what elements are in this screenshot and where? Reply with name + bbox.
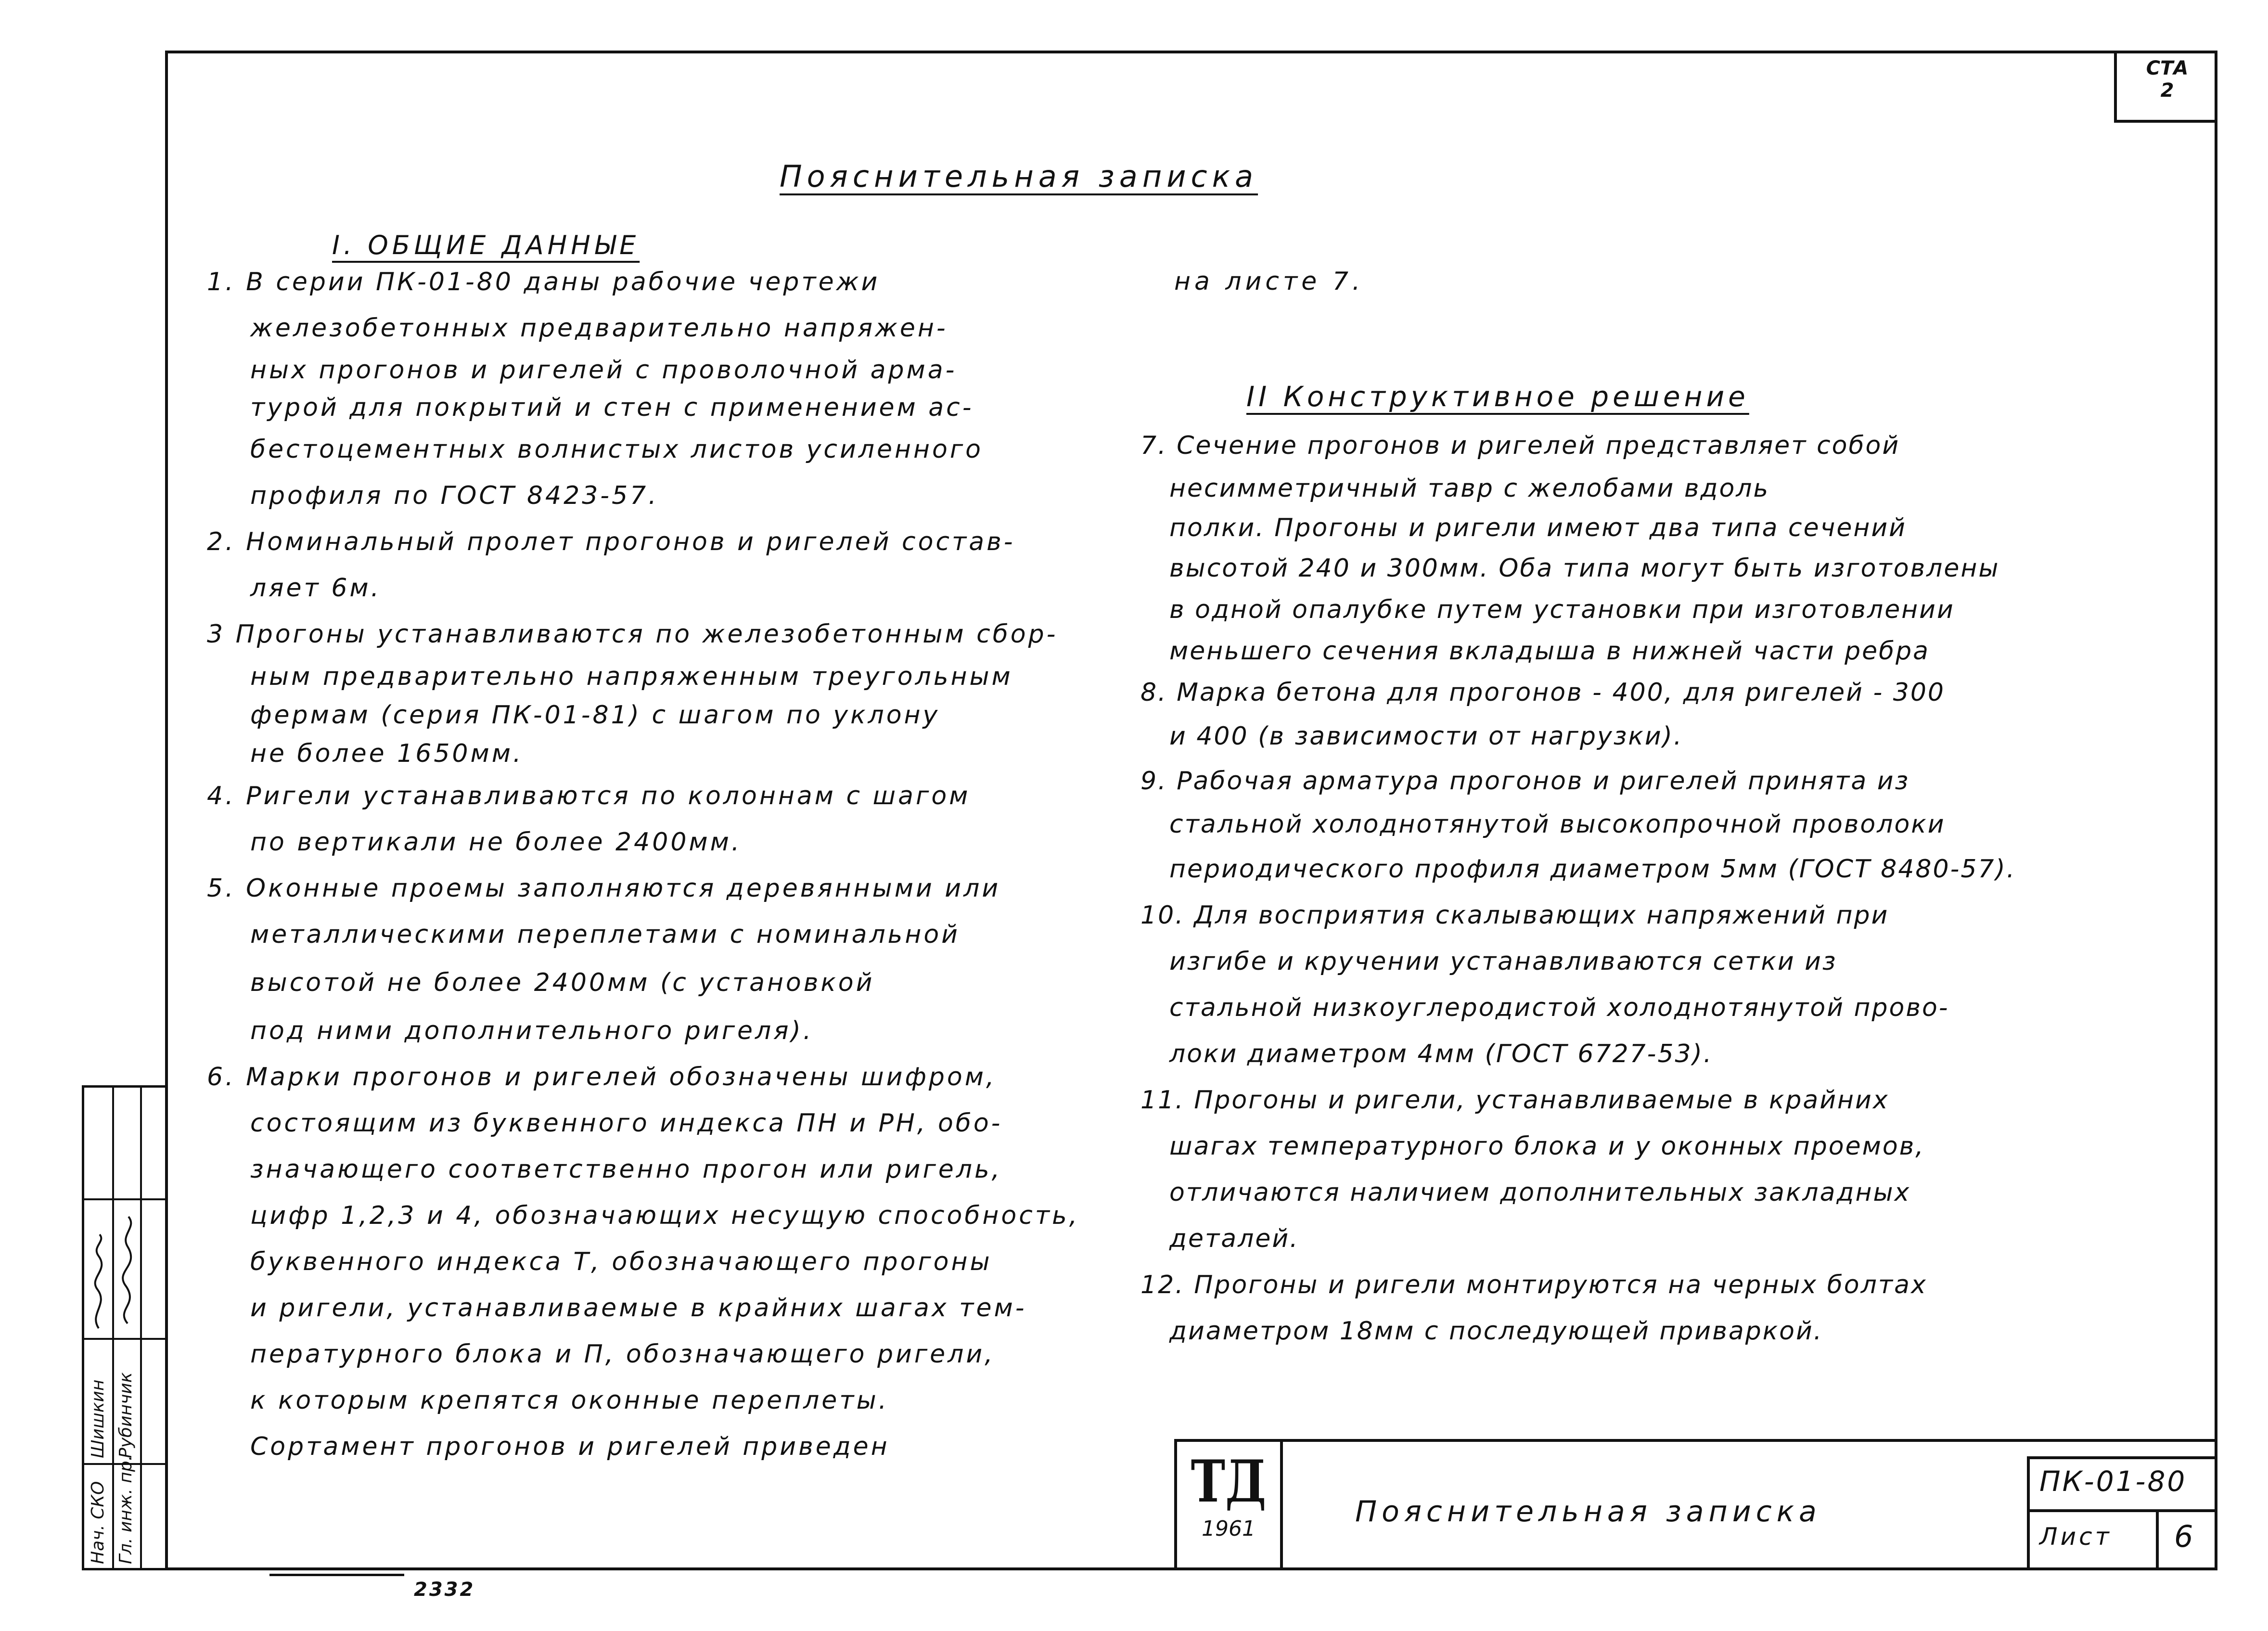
text-line: несимметричный тавр с желобами вдоль — [1169, 474, 1770, 503]
section1-continued: на листе 7. — [1174, 267, 1364, 296]
logo-cell — [1177, 1442, 1283, 1570]
text-line: изгибе и кручении устанавливаются сетки из — [1169, 947, 1837, 976]
text-line: 5. Оконные проемы заполняются деревянными или — [207, 874, 1001, 903]
stamp-name-1: Шишкин — [88, 1379, 108, 1458]
title-block — [1174, 1439, 2217, 1570]
text-line: 2. Номинальный пролет прогонов и ригелей состав- — [207, 527, 1015, 556]
section2-heading: II Конструктивное решение — [1246, 380, 1749, 413]
text-line: бестоцементных волнистых листов усиленного — [250, 435, 983, 464]
text-line: не более 1650мм. — [250, 739, 524, 768]
title-block-name: Пояснительная записка — [1355, 1495, 1821, 1528]
section2-body — [1140, 423, 2016, 1354]
text-line: к которым крепятся оконные переплеты. — [250, 1386, 889, 1415]
td-logo: ТД — [1191, 1448, 1267, 1515]
text-line: профиля по ГОСТ 8423-57. — [250, 481, 659, 510]
text-line: отличаются наличием дополнительных закладных — [1169, 1178, 1911, 1207]
text-line: стальной холоднотянутой высокопрочной проволоки — [1169, 810, 1946, 839]
text-line: шагах температурного блока и у оконных проемов, — [1169, 1132, 1925, 1161]
text-line: локи диаметром 4мм (ГОСТ 6727-53). — [1169, 1040, 1713, 1068]
series-code: ПК-01-80 — [2039, 1465, 2187, 1498]
text-line: пературного блока и П, обозначающего ригели, — [250, 1340, 995, 1369]
text-line: значающего соответственно прогон или ригель, — [250, 1155, 1002, 1184]
text-line: 9. Рабочая арматура прогонов и ригелей принята из — [1140, 767, 1910, 796]
sheet-label: Лист — [2039, 1523, 2112, 1551]
text-line: 10. Для восприятия скалывающих напряжений при — [1140, 901, 1889, 930]
text-line: меньшего сечения вкладыша в нижней части ребра — [1169, 637, 1930, 666]
text-line: 12. Прогоны и ригели монтируются на черных болтах — [1140, 1271, 1927, 1299]
title-block-right — [2027, 1456, 2217, 1570]
stamp-role-1: Нач. СКО — [88, 1481, 108, 1564]
text-line: под ними дополнительного ригеля). — [250, 1016, 814, 1045]
text-line: и 400 (в зависимости от нагрузки). — [1169, 722, 1683, 751]
signature-stamp — [82, 1085, 167, 1570]
text-line: 6. Марки прогонов и ригелей обозначены шифром, — [207, 1063, 997, 1092]
text-line: 8. Марка бетона для прогонов - 400, для ригелей - 300 — [1140, 678, 1946, 707]
text-line: ных прогонов и ригелей с проволочной арма- — [250, 356, 957, 385]
text-line: фермам (серия ПК-01-81) с шагом по уклону — [250, 701, 940, 730]
text-line: диаметром 18мм с последующей приваркой. — [1169, 1317, 1823, 1346]
text-line: ляет 6м. — [250, 574, 382, 603]
text-line: периодического профиля диаметром 5мм (ГОСТ 8480-57). — [1169, 855, 2016, 884]
text-line: состоящим из буквенного индекса ПН и РН, обо- — [250, 1109, 1003, 1138]
text-line: 1. В серии ПК-01-80 даны рабочие чертежи — [207, 268, 880, 296]
text-line: в одной опалубке путем установки при изготовлении — [1169, 595, 1955, 624]
section1-heading: I. ОБЩИЕ ДАННЫЕ — [332, 230, 640, 260]
text-line: полки. Прогоны и ригели имеют два типа сечений — [1169, 514, 1907, 542]
text-line: цифр 1,2,3 и 4, обозначающих несущую способность, — [250, 1201, 1080, 1230]
signature-scribble-1 — [84, 1232, 113, 1333]
bottom-number: 2332 — [414, 1579, 475, 1601]
text-line: металлическими переплетами с номинальной — [250, 920, 960, 949]
text-line: стальной низкоуглеродистой холоднотянутой прово- — [1169, 993, 1949, 1022]
text-line: железобетонных предварительно напряжен- — [250, 314, 948, 343]
text-line: 3 Прогоны устанавливаются по железобетонным сбор- — [207, 620, 1058, 649]
text-line: Сортамент прогонов и ригелей приведен — [250, 1432, 890, 1461]
text-line: деталей. — [1169, 1224, 1299, 1253]
text-line: по вертикали не более 2400мм. — [250, 828, 742, 857]
stamp-name-2: Рубинчик — [116, 1372, 136, 1458]
text-line: 7. Сечение прогонов и ригелей представляет собой — [1140, 431, 1900, 460]
text-line: высотой 240 и 300мм. Оба типа могут быть изготовлены — [1169, 554, 2000, 583]
text-line: буквенного индекса Т, обозначающего прогоны — [250, 1247, 992, 1276]
text-line: и ригели, устанавливаемые в крайних шагах тем- — [250, 1294, 1027, 1323]
stamp-role-2: Гл. инж. пр. — [116, 1455, 136, 1564]
section1-body — [207, 259, 1079, 1470]
sheet-number: 6 — [2174, 1519, 2193, 1554]
logo-year: 1961 — [1202, 1516, 1256, 1541]
corner-sheet-box — [2114, 51, 2217, 123]
corner-sheet-text: СТА 2 — [2146, 57, 2189, 102]
page-title: Пояснительная записка — [780, 159, 1258, 194]
text-line: 11. Прогоны и ригели, устанавливаемые в крайних — [1140, 1086, 1889, 1115]
text-line: 4. Ригели устанавливаются по колоннам с шагом — [207, 782, 971, 810]
text-line: турой для покрытий и стен с применением ас- — [250, 393, 974, 422]
signature-scribble-2 — [113, 1213, 142, 1328]
text-line: ным предварительно напряженным треугольным — [250, 662, 1013, 691]
text-line: высотой не более 2400мм (с установкой — [250, 968, 875, 997]
